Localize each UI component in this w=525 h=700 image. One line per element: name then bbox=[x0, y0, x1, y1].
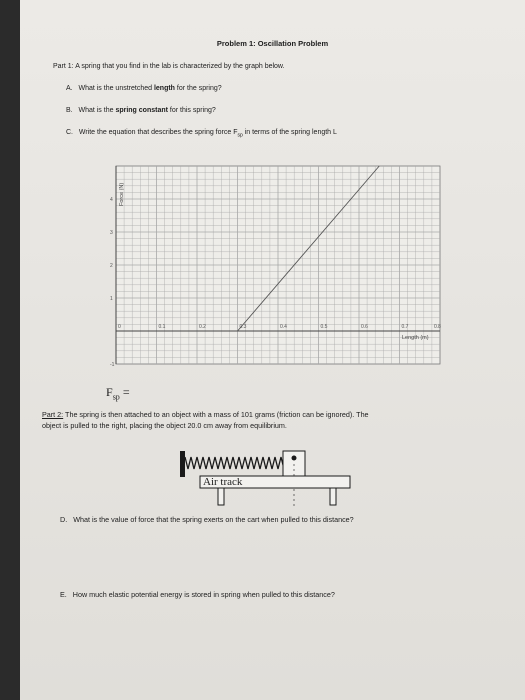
y-axis-label: Force (N) bbox=[119, 182, 125, 206]
y-tick-label: 2 bbox=[110, 263, 113, 269]
question-d-text: What is the value of force that the spring exerts on the cart when pulled to this distance? bbox=[73, 515, 354, 524]
x-tick-label: 0.5 bbox=[320, 324, 328, 330]
spring-wall bbox=[180, 451, 185, 477]
y-tick-label: 1 bbox=[110, 296, 113, 302]
part2-line2: object is pulled to the right, placing the object 20.0 cm away from equilibrium. bbox=[42, 421, 287, 430]
air-track-diagram bbox=[170, 445, 370, 510]
question-c-letter: C. bbox=[66, 129, 73, 136]
y-tick-label: 3 bbox=[110, 230, 113, 236]
question-c-subscript: sp bbox=[237, 132, 243, 139]
page-title: Problem 1: Oscillation Problem bbox=[216, 39, 329, 48]
question-b-text-post: for this spring? bbox=[167, 107, 216, 114]
spring-coil bbox=[185, 457, 284, 469]
question-d-letter: D. bbox=[60, 515, 68, 524]
question-c bbox=[66, 129, 337, 138]
x-tick-label: 0 bbox=[118, 324, 121, 330]
x-axis-label: Length (m) bbox=[402, 335, 429, 341]
question-b-letter: B. bbox=[66, 107, 73, 114]
question-d bbox=[60, 515, 354, 524]
question-a bbox=[66, 85, 222, 92]
part2-line1 bbox=[42, 410, 369, 419]
track-leg-left bbox=[218, 488, 224, 505]
cart-marker-dot bbox=[292, 456, 297, 461]
y-tick-label: -1 bbox=[110, 362, 115, 368]
y-tick-label: 4 bbox=[110, 197, 113, 203]
worksheet-page bbox=[20, 0, 525, 700]
question-a-text-pre: What is the unstretched bbox=[78, 85, 154, 92]
part1-intro bbox=[53, 63, 285, 70]
x-tick-label: 0.8 bbox=[434, 324, 441, 330]
part2-text1: The spring is then attached to an object with a mass of 101 grams (friction can be ignored). The bbox=[63, 410, 369, 419]
question-e-letter: E. bbox=[60, 590, 67, 599]
track-leg-right bbox=[330, 488, 336, 505]
air-track-label: Air track bbox=[203, 476, 243, 488]
x-tick-label: 0.7 bbox=[401, 324, 409, 330]
question-e-text: How much elastic potential energy is stored in spring when pulled to this distance? bbox=[72, 590, 335, 599]
x-tick-label: 0.6 bbox=[361, 324, 368, 330]
x-tick-label: 0.3 bbox=[239, 324, 247, 330]
force-length-graph bbox=[106, 160, 450, 376]
x-tick-label: 0.4 bbox=[280, 324, 287, 330]
fsp-answer-line bbox=[106, 385, 130, 401]
question-a-text-post: for the spring? bbox=[174, 85, 222, 92]
question-b bbox=[66, 107, 216, 114]
x-tick-label: 0.1 bbox=[158, 324, 166, 330]
fsp-subscript: sp bbox=[112, 392, 120, 402]
question-a-letter: A. bbox=[66, 85, 73, 92]
question-e bbox=[60, 590, 335, 599]
fsp-equals: = bbox=[119, 385, 130, 399]
question-c-text-post: in terms of the spring length L bbox=[242, 129, 337, 136]
part1-label: Part 1: bbox=[53, 63, 74, 70]
x-tick-label: 0.2 bbox=[199, 324, 206, 330]
question-c-text-pre: Write the equation that describes the spring force F bbox=[78, 129, 238, 136]
question-a-text-bold: length bbox=[153, 85, 175, 92]
fsp-symbol: F bbox=[106, 385, 113, 399]
question-b-text-bold: spring constant bbox=[115, 107, 168, 114]
part1-text: A spring that you find in the lab is characterized by the graph below. bbox=[75, 63, 285, 70]
part2-label: Part 2: bbox=[42, 410, 64, 419]
question-b-text-pre: What is the bbox=[78, 107, 116, 114]
